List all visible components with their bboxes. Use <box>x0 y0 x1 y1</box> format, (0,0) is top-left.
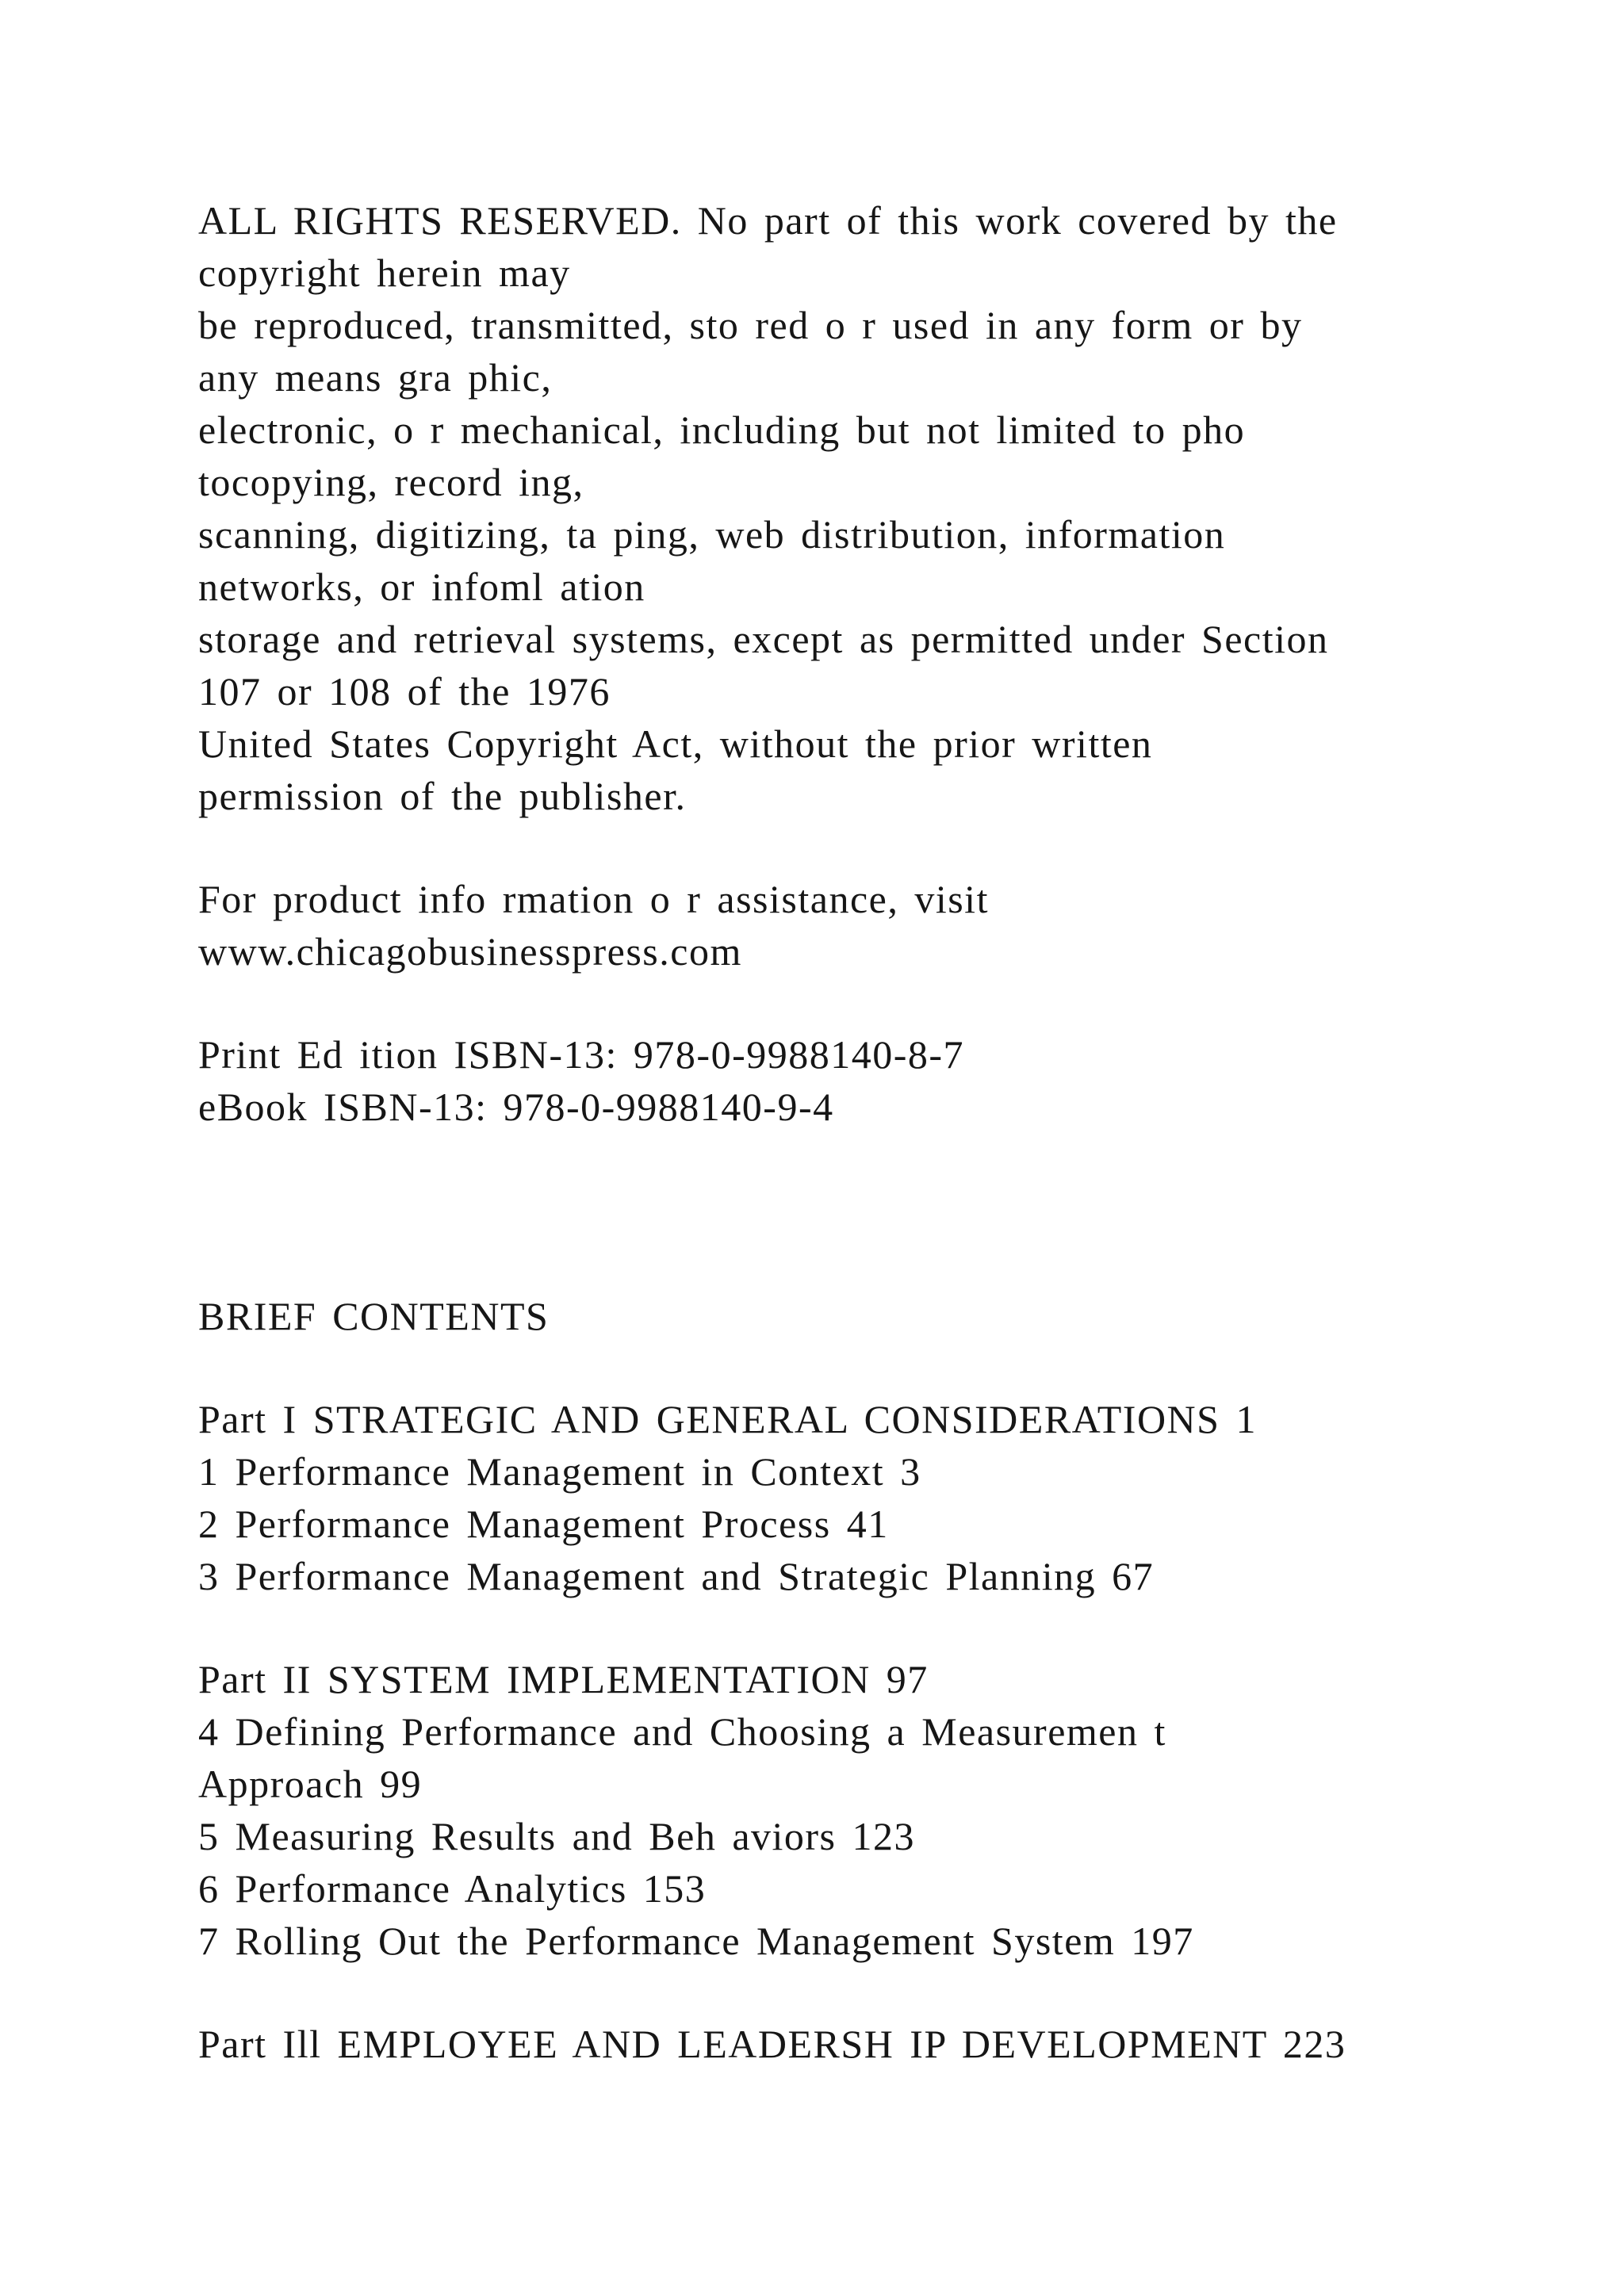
ebook-isbn: eBook ISBN-13: 978-0-9988140-9-4 <box>198 1085 834 1129</box>
copyright-notice <box>198 194 1507 822</box>
chapter-entry: 3 Performance Management and Strategic Planning 67 <box>198 1554 1155 1598</box>
chapter-entry: 1 Performance Management in Context 3 <box>198 1449 921 1494</box>
chapter-entry: 4 Defining Performance and Choosing a Measuremen t <box>198 1709 1166 1754</box>
contents-heading-block <box>198 1290 1507 1342</box>
chapter-entry: 7 Rolling Out the Performance Management System 197 <box>198 1919 1194 1963</box>
copyright-line: ALL RIGHTS RESERVED. No part of this work covered by the <box>198 198 1338 243</box>
copyright-line: scanning, digitizing, ta ping, web distribution, information <box>198 512 1226 557</box>
product-info <box>198 873 1507 978</box>
document-page <box>198 194 1507 2070</box>
part-title: Part I STRATEGIC AND GENERAL CONSIDERATIONS 1 <box>198 1397 1257 1441</box>
chapter-entry: 6 Performance Analytics 153 <box>198 1866 707 1911</box>
copyright-line: 107 or 108 of the 1976 <box>198 669 611 714</box>
publisher-url[interactable]: www.chicagobusinesspress.com <box>198 929 742 974</box>
copyright-line: any means gra phic, <box>198 355 553 400</box>
print-isbn: Print Ed ition ISBN-13: 978-0-9988140-8-7 <box>198 1032 965 1077</box>
copyright-line: electronic, o r mechanical, including but not limited to pho <box>198 408 1246 452</box>
part-title: Part II SYSTEM IMPLEMENTATION 97 <box>198 1657 929 1701</box>
isbn-block <box>198 1028 1507 1133</box>
contents-part-2 <box>198 1653 1507 1967</box>
contents-part-3 <box>198 2018 1507 2070</box>
chapter-entry: Approach 99 <box>198 1762 423 1806</box>
contents-part-1 <box>198 1393 1507 1602</box>
copyright-line: networks, or infoml ation <box>198 564 645 609</box>
copyright-line: be reproduced, transmitted, sto red o r used in any form or by <box>198 303 1303 347</box>
contents-heading: BRIEF CONTENTS <box>198 1294 550 1338</box>
copyright-line: permission of the publisher. <box>198 774 687 818</box>
copyright-line: storage and retrieval systems, except as permitted under Section <box>198 617 1329 661</box>
copyright-line: copyright herein may <box>198 251 571 295</box>
product-info-line: For product info rmation o r assistance, visit <box>198 877 989 921</box>
chapter-entry: 5 Measuring Results and Beh aviors 123 <box>198 1814 916 1858</box>
copyright-line: United States Copyright Act, without the prior written <box>198 721 1153 766</box>
copyright-line: tocopying, record ing, <box>198 460 584 504</box>
part-title: Part Ill EMPLOYEE AND LEADERSH IP DEVELOPMENT 223 <box>198 2022 1346 2066</box>
chapter-entry: 2 Performance Management Process 41 <box>198 1502 889 1546</box>
